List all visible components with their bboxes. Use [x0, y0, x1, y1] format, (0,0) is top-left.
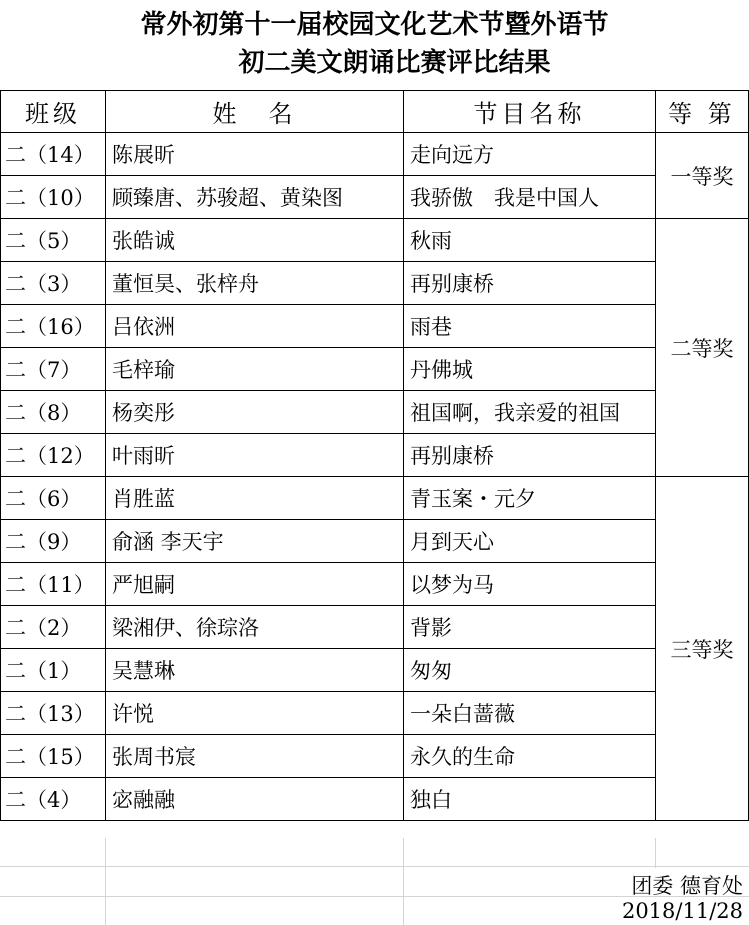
name-cell: 梁湘伊、徐琮洛 [106, 606, 404, 649]
class-cell: 二（10） [1, 176, 106, 219]
program-cell: 一朵白蔷薇 [404, 692, 656, 735]
header-class: 班级 [1, 91, 106, 133]
table-row [1, 434, 749, 477]
class-cell: 二（16） [1, 305, 106, 348]
class-cell: 二（2） [1, 606, 106, 649]
name-cell: 俞涵 李天宇 [106, 520, 404, 563]
name-cell: 宓融融 [106, 778, 404, 821]
table-row [1, 606, 749, 649]
footer-date: 2018/11/28 [621, 899, 743, 923]
table-row [1, 520, 749, 563]
results-table [0, 90, 749, 821]
name-cell: 张周书宸 [106, 735, 404, 778]
name-cell: 吴慧琳 [106, 649, 404, 692]
program-cell: 再别康桥 [404, 262, 656, 305]
gridline [105, 838, 106, 925]
footer-org: 团委 德育处 [631, 874, 743, 898]
name-cell: 叶雨昕 [106, 434, 404, 477]
class-cell: 二（13） [1, 692, 106, 735]
class-cell: 二（14） [1, 133, 106, 176]
header-name: 姓 名 [106, 91, 404, 133]
page-subtitle: 初二美文朗诵比赛评比结果 [238, 48, 551, 78]
name-cell: 严旭嗣 [106, 563, 404, 606]
program-cell: 背影 [404, 606, 656, 649]
class-cell: 二（12） [1, 434, 106, 477]
name-cell: 董恒昊、张梓舟 [106, 262, 404, 305]
header-program: 节目名称 [404, 91, 656, 133]
table-row [1, 649, 749, 692]
program-cell: 再别康桥 [404, 434, 656, 477]
gridline [403, 838, 404, 925]
name-cell: 杨奕彤 [106, 391, 404, 434]
class-cell: 二（6） [1, 477, 106, 520]
name-cell: 许悦 [106, 692, 404, 735]
table-row [1, 477, 749, 520]
award-second: 二等奖 [656, 219, 749, 477]
name-cell: 张皓诚 [106, 219, 404, 262]
table-row [1, 133, 749, 176]
program-cell: 以梦为马 [404, 563, 656, 606]
page-title: 常外初第十一届校园文化艺术节暨外语节 [140, 10, 609, 40]
program-cell: 独白 [404, 778, 656, 821]
program-cell: 永久的生命 [404, 735, 656, 778]
table-row [1, 305, 749, 348]
class-cell: 二（7） [1, 348, 106, 391]
table-row [1, 391, 749, 434]
class-cell: 二（3） [1, 262, 106, 305]
program-cell: 我骄傲 我是中国人 [404, 176, 656, 219]
name-cell: 陈展昕 [106, 133, 404, 176]
table-row [1, 176, 749, 219]
header-award: 等 第 [656, 91, 749, 133]
program-cell: 青玉案・元夕 [404, 477, 656, 520]
award-first: 一等奖 [656, 133, 749, 219]
table-row [1, 563, 749, 606]
program-cell: 匆匆 [404, 649, 656, 692]
program-cell: 祖国啊，我亲爱的祖国 [404, 391, 656, 434]
class-cell: 二（15） [1, 735, 106, 778]
class-cell: 二（9） [1, 520, 106, 563]
name-cell: 顾臻唐、苏骏超、黄染图 [106, 176, 404, 219]
program-cell: 走向远方 [404, 133, 656, 176]
table-row [1, 735, 749, 778]
gridline [655, 838, 656, 868]
table-row [1, 348, 749, 391]
table-row [1, 219, 749, 262]
table-row [1, 262, 749, 305]
program-cell: 丹佛城 [404, 348, 656, 391]
class-cell: 二（4） [1, 778, 106, 821]
table-row [1, 692, 749, 735]
name-cell: 肖胜蓝 [106, 477, 404, 520]
header-row [1, 91, 749, 133]
gridline [0, 866, 749, 867]
class-cell: 二（8） [1, 391, 106, 434]
program-cell: 雨巷 [404, 305, 656, 348]
name-cell: 吕依洲 [106, 305, 404, 348]
table-row [1, 778, 749, 821]
award-third: 三等奖 [656, 477, 749, 821]
program-cell: 秋雨 [404, 219, 656, 262]
class-cell: 二（11） [1, 563, 106, 606]
program-cell: 月到天心 [404, 520, 656, 563]
class-cell: 二（5） [1, 219, 106, 262]
name-cell: 毛梓瑜 [106, 348, 404, 391]
class-cell: 二（1） [1, 649, 106, 692]
